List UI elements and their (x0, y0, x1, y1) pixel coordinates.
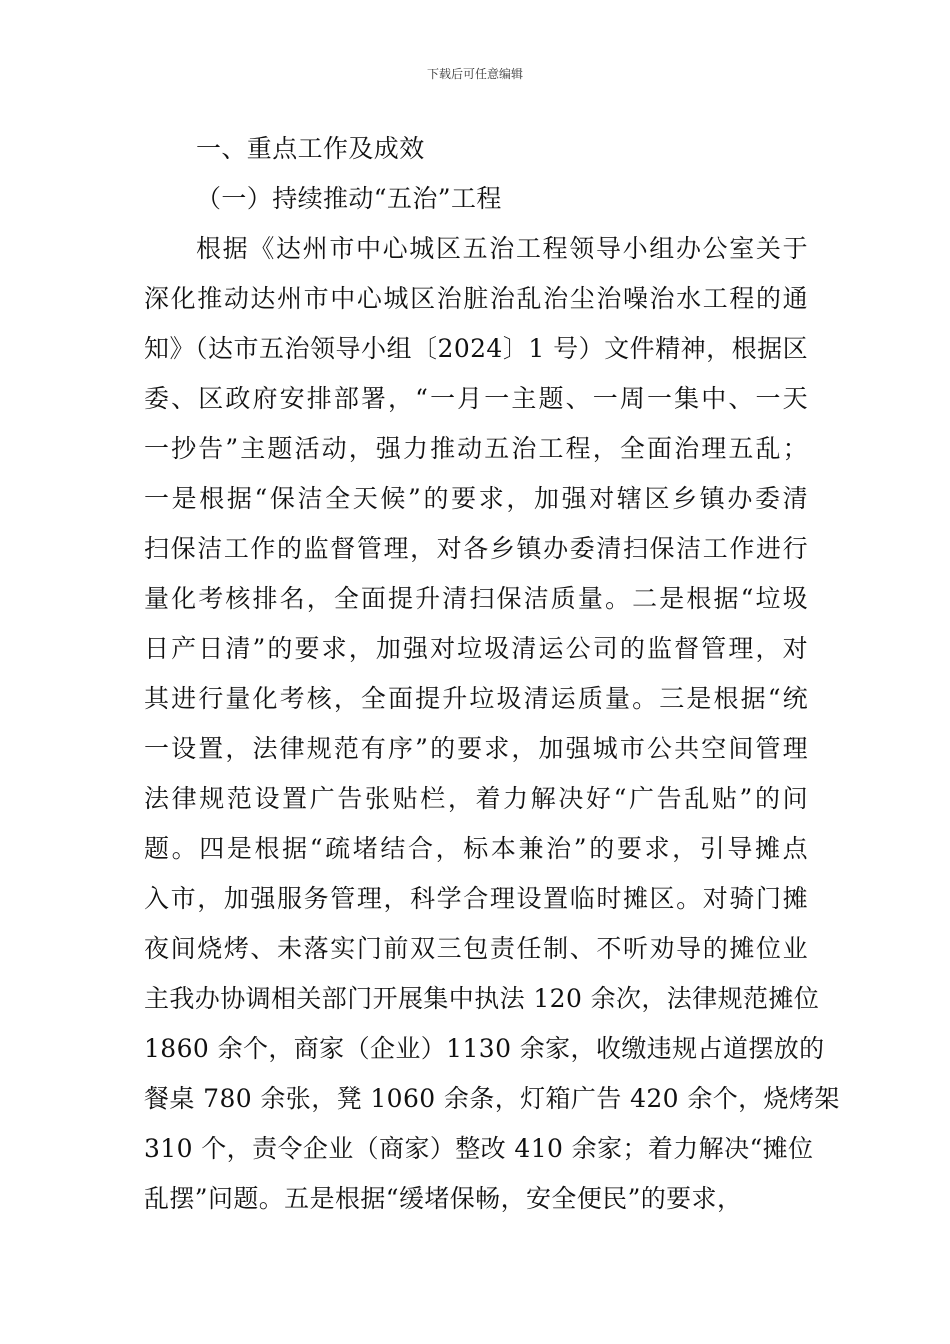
section-heading: 一、重点工作及成效 (196, 134, 425, 163)
paragraph-line: 夜间烧烤、未落实门前双三包责任制、不听劝导的摊位业 (144, 934, 808, 963)
paragraph-line: 日产日清”的要求，加强对垃圾清运公司的监督管理，对 (144, 634, 808, 663)
paragraph-line: 1860 余个，商家（企业）1130 余家，收缴违规占道摆放的 (144, 1034, 825, 1063)
paragraph-line: 委、区政府安排部署，“一月一主题、一周一集中、一天 (144, 384, 808, 413)
subsection-heading: （一）持续推动“五治”工程 (196, 184, 502, 213)
paragraph-line: 一抄告”主题活动，强力推动五治工程，全面治理五乱； (144, 434, 808, 463)
paragraph-line: 一是根据“保洁全天候”的要求，加强对辖区乡镇办委清 (144, 484, 808, 513)
paragraph-line: 题。四是根据“疏堵结合，标本兼治”的要求，引导摊点 (144, 834, 808, 863)
paragraph-line: 知》（达市五治领导小组〔2024〕1 号）文件精神，根据区 (144, 334, 808, 363)
paragraph-line: 乱摆”问题。五是根据“缓堵保畅，安全便民”的要求， (144, 1184, 743, 1213)
paragraph-line: 其进行量化考核，全面提升垃圾清运质量。三是根据“统 (144, 684, 808, 713)
paragraph-line: 餐桌 780 余张，凳 1060 余条，灯箱广告 420 余个，烧烤架 (144, 1084, 840, 1113)
paragraph-line: 法律规范设置广告张贴栏，着力解决好“广告乱贴”的问 (144, 784, 808, 813)
paragraph-line: 深化推动达州市中心城区治脏治乱治尘治噪治水工程的通 (144, 284, 808, 313)
paragraph-line: 入市，加强服务管理，科学合理设置临时摊区。对骑门摊 (144, 884, 808, 913)
paragraph-line: 根据《达州市中心城区五治工程领导小组办公室关于 (196, 234, 808, 263)
paragraph-line: 主我办协调相关部门开展集中执法 120 余次，法律规范摊位 (144, 984, 820, 1013)
paragraph-line: 310 个，责令企业（商家）整改 410 余家；着力解决“摊位 (144, 1134, 814, 1163)
paragraph-line: 扫保洁工作的监督管理，对各乡镇办委清扫保洁工作进行 (144, 534, 808, 563)
paragraph-line: 一设置，法律规范有序”的要求，加强城市公共空间管理 (144, 734, 808, 763)
paragraph-line: 量化考核排名，全面提升清扫保洁质量。二是根据“垃圾 (144, 584, 808, 613)
document-body (144, 124, 840, 1224)
page-header: 下载后可任意编辑 (426, 67, 523, 81)
